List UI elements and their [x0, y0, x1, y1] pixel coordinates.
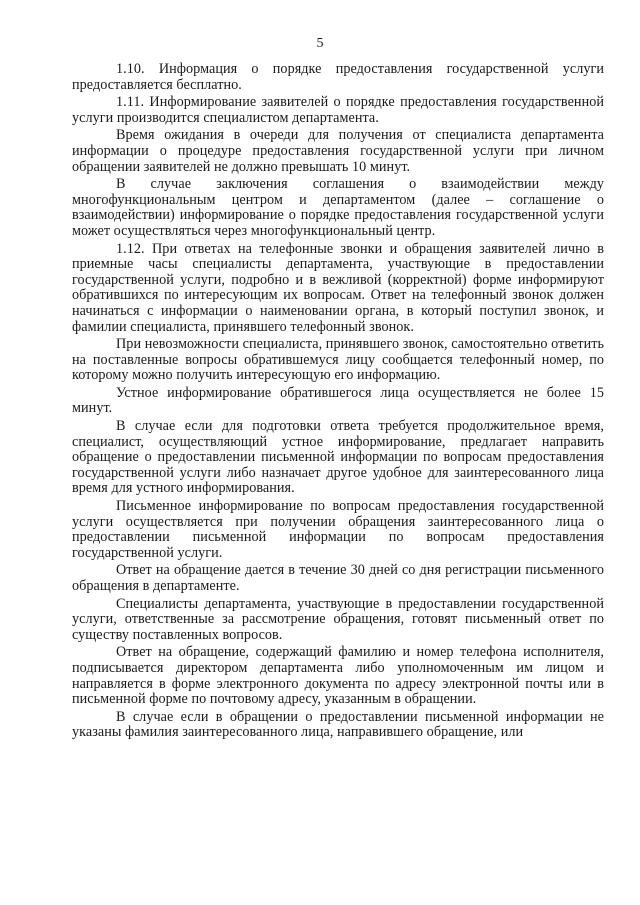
paragraph-waiting-time: Время ожидания в очереди для получения от специалиста департамента информации о процедуре предоставления государственной услуги при личном обращении заявителей не должно превышать 10 минут.: [72, 127, 604, 175]
paragraph-1-10: 1.10. Информация о порядке предоставления государственной услуги предоставляется бесплатно.: [72, 61, 604, 93]
paragraph-long-response: В случае если для подготовки ответа требуется продолжительное время, специалист, осуществляющий устное информирование, предлагает направить обращение о предоставлении письменной информации по вопросам предоставления государственной услуги либо назначает другое удобное для заинтересованного лица время для устного информирования.: [72, 418, 604, 497]
paragraph-oral-duration: Устное информирование обратившегося лица осуществляется не более 15 минут.: [72, 384, 604, 417]
paragraph-missing-name: В случае если в обращении о предоставлении письменной информации не указаны фамилия заинтересованного лица, направившего обращение, или: [72, 708, 604, 741]
document-body: [72, 62, 604, 743]
paragraph-specialists: Специалисты департамента, участвующие в предоставлении государственной услуги, ответственные за рассмотрение обращения, готовят письменный ответ по существу поставленных вопросов.: [72, 595, 604, 643]
paragraph-mfc-agreement: В случае заключения соглашения о взаимодействии между многофункциональным центром и департаментом (далее – соглашение о взаимодействии) информирование о порядке предоставления государственной услуги может осуществляться через многофункциональный центр.: [72, 176, 604, 239]
paragraph-phone-redirect: При невозможности специалиста, принявшего звонок, самостоятельно ответить на поставленные вопросы обратившемуся лицу сообщается телефонный номер, по которому можно получить интересующую его информацию.: [72, 336, 604, 384]
paragraph-1-11: 1.11. Информирование заявителей о порядке предоставления государственной услуги производится специалистом департамента.: [72, 94, 604, 126]
page-number: 5: [316, 36, 324, 51]
paragraph-30-days: Ответ на обращение дается в течение 30 дней со дня регистрации письменного обращения в департаменте.: [72, 562, 604, 594]
paragraph-1-12: 1.12. При ответах на телефонные звонки и обращения заявителей лично в приемные часы специалисты департамента, участвующие в предоставлении государственной услуги, подробно и в вежливой (корректной) форме информируют обратившихся по интересующим их вопросам. Ответ на телефонный звонок должен начинаться с информации о наименовании органа, в который поступил звонок, и фамилии специалиста, принявшего телефонный звонок.: [72, 240, 604, 335]
paragraph-written-info: Письменное информирование по вопросам предоставления государственной услуги осуществляется при получении обращения заинтересованного лица о предоставлении письменной информации по вопросам предоставления государственной услуги.: [72, 498, 604, 561]
paragraph-response-signing: Ответ на обращение, содержащий фамилию и номер телефона исполнителя, подписывается директором департамента либо уполномоченным им лицом и направляется в форме электронного документа по адресу электронной почты или в письменной форме по почтовому адресу, указанным в обращении.: [72, 644, 604, 708]
